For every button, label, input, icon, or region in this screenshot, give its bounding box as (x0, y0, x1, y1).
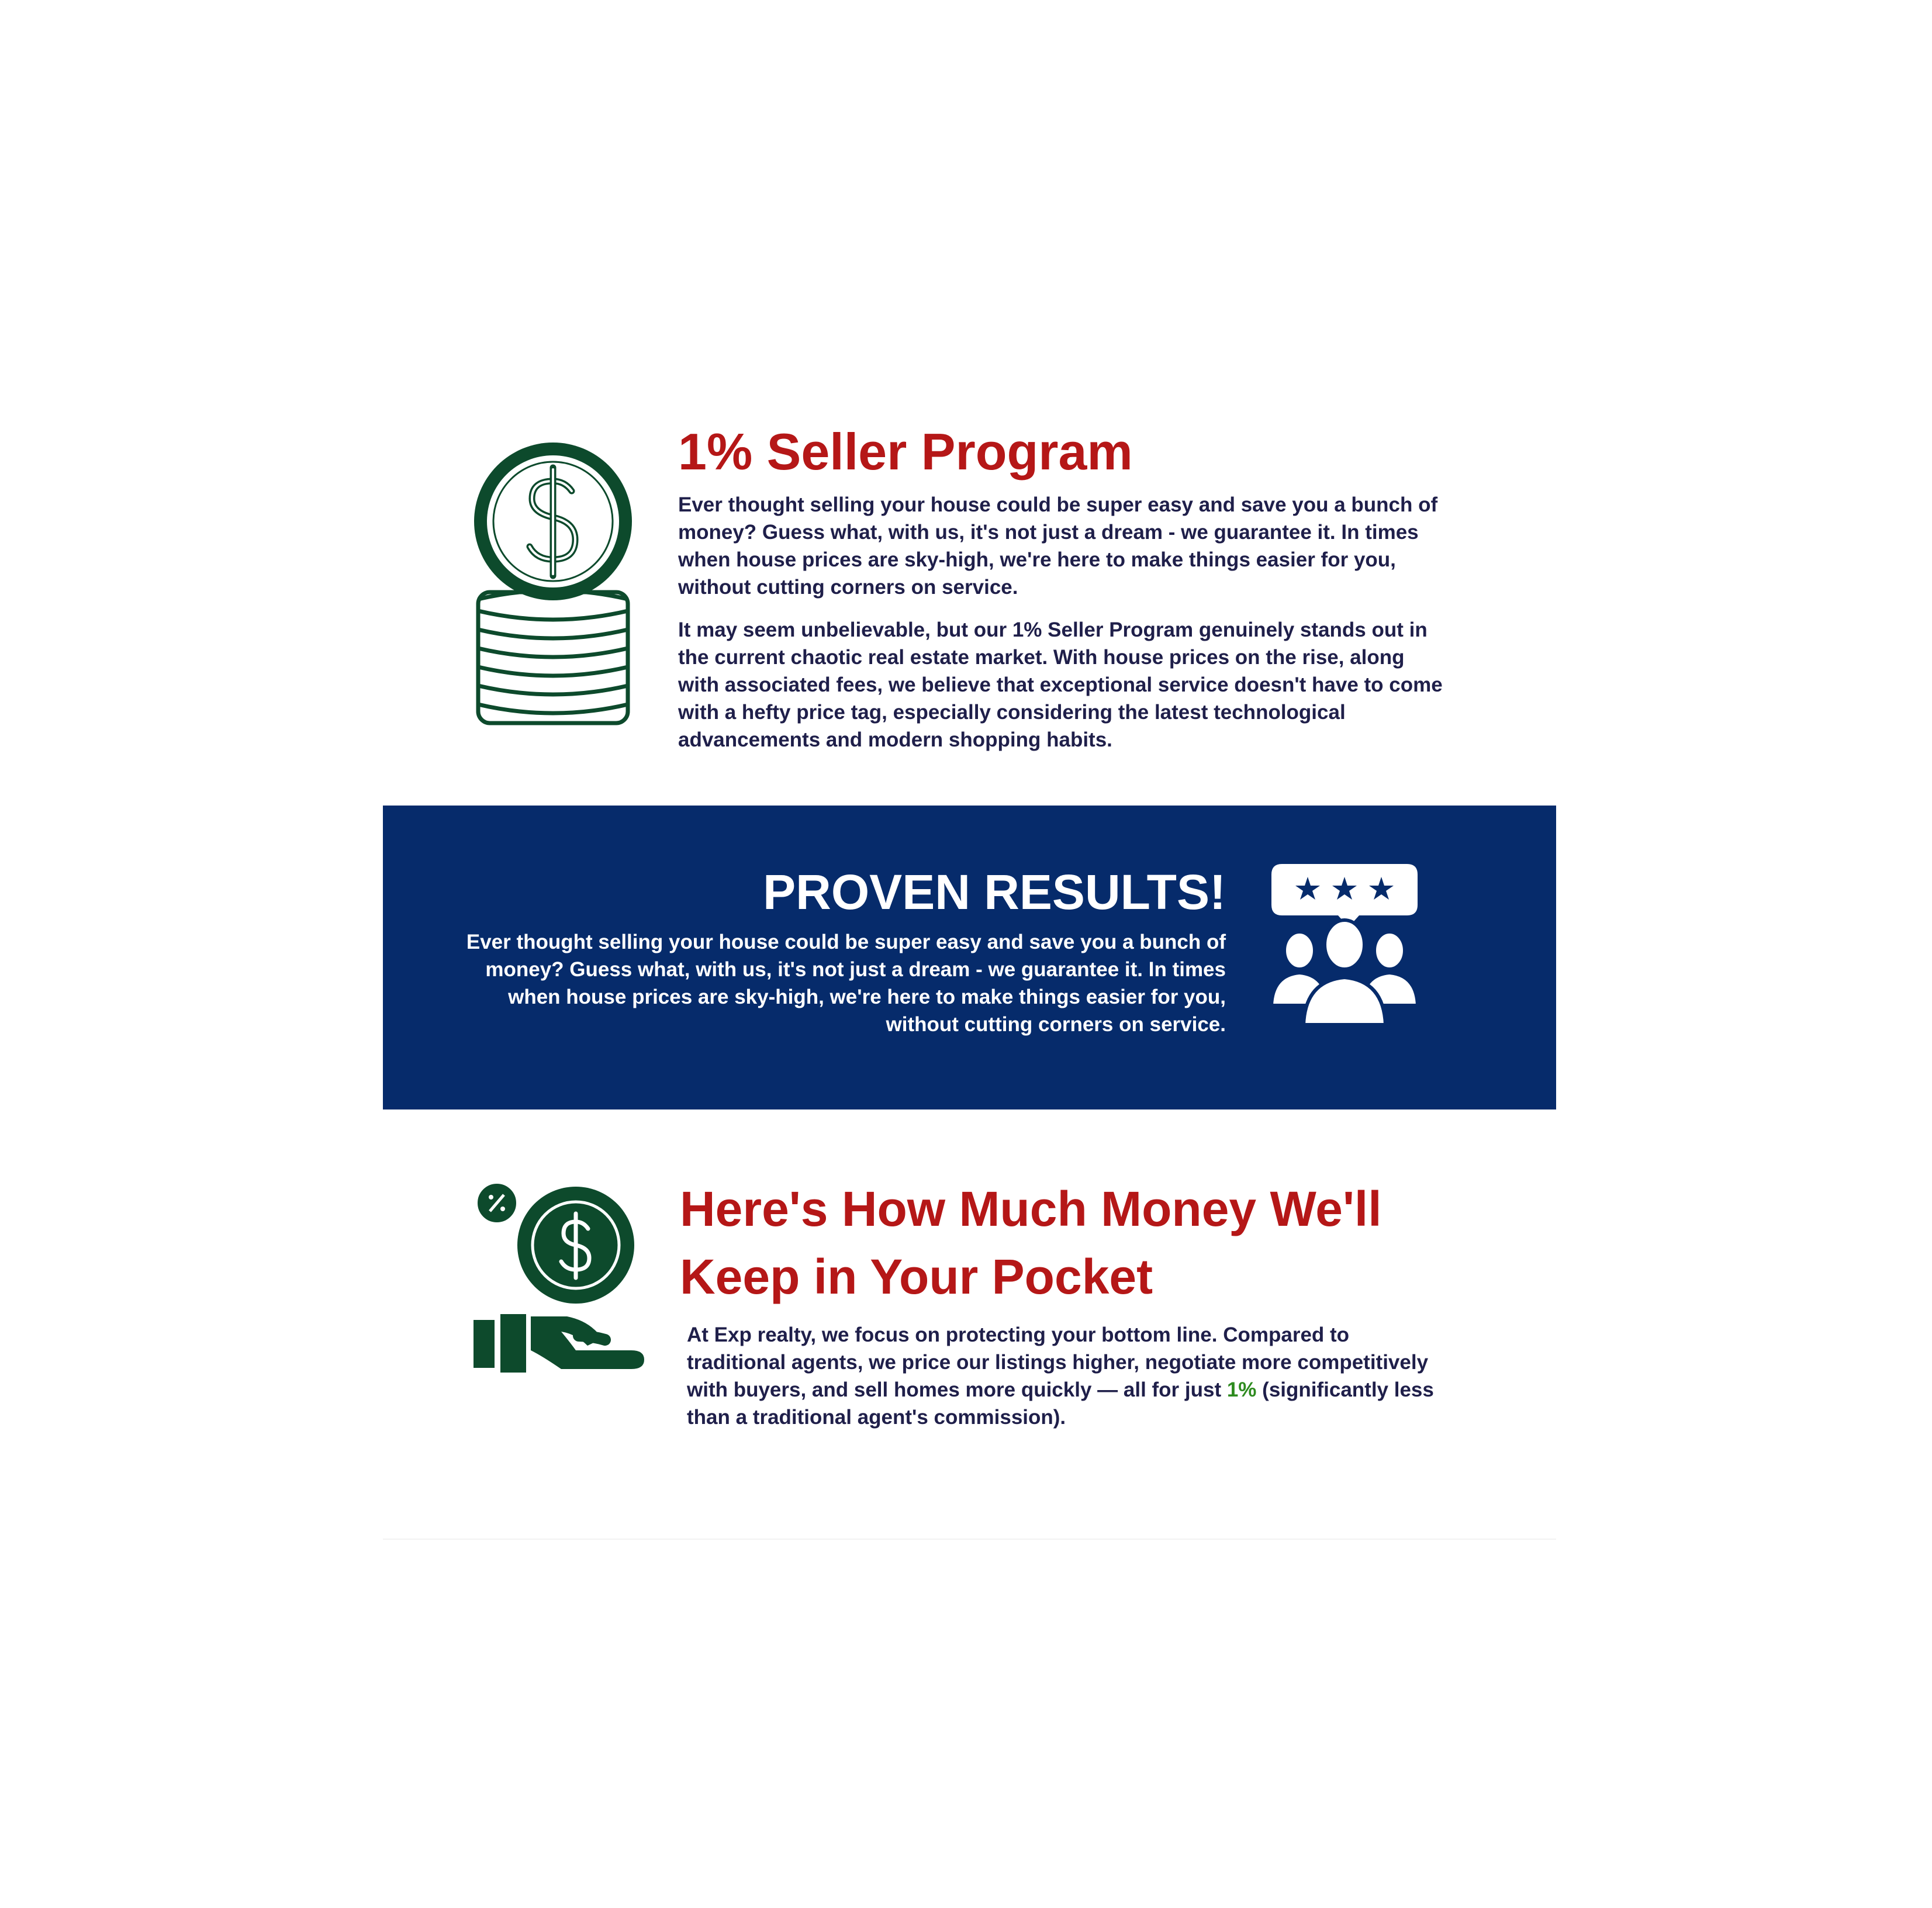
coin-stack-icon (471, 435, 635, 734)
one-percent-highlight: 1% (1226, 1378, 1257, 1401)
seller-paragraph-2: It may seem unbelievable, but our 1% Seller Program genuinely stands out in the current chaotic real estate market. With house prices on the rise, along with associated fees, we believe that exceptional service doesn't have to come with a hefty price tag, especially considering the latest technological advancements and modern shopping habits. (678, 618, 1443, 751)
proven-results-banner (383, 806, 1556, 1109)
money-pocket-section (0, 1163, 1932, 1572)
section-divider (383, 1539, 1556, 1540)
proven-results-body: Ever thought selling your house could be super easy and save you a bunch of money? Guess what, with us, it's not just a dream - we guarantee it. In times when house prices are sky-high, we're here to make things easier for you, without cutting corners on service. (466, 931, 1226, 1036)
seller-program-section (0, 0, 1932, 807)
money-body-text-end: (significantly less than a traditional agent's commission). (687, 1378, 1434, 1429)
seller-program-title: 1% Seller Program (678, 423, 1133, 481)
money-pocket-title: Here's How Much Money We'll Keep in Your Pocket (680, 1181, 1382, 1304)
money-pocket-body (687, 1321, 1447, 1431)
proven-results-title: PROVEN RESULTS! (763, 865, 1226, 920)
seller-program-body (678, 491, 1450, 753)
hand-money-icon (474, 1181, 649, 1380)
seller-paragraph-1: Ever thought selling your house could be super easy and save you a bunch of money? Guess what, with us, it's not just a dream - we guarantee it. In times when house prices are sky-high, we're here to make things easier for you, without cutting corners on service. (678, 493, 1438, 599)
money-body-text-start: At Exp realty, we focus on protecting your bottom line. Compared to traditional agents, we price our listings higher, negotiate more competitively with buyers, and sell homes more quickly — all for just (687, 1323, 1429, 1401)
customer-reviews-icon (1271, 864, 1418, 1028)
